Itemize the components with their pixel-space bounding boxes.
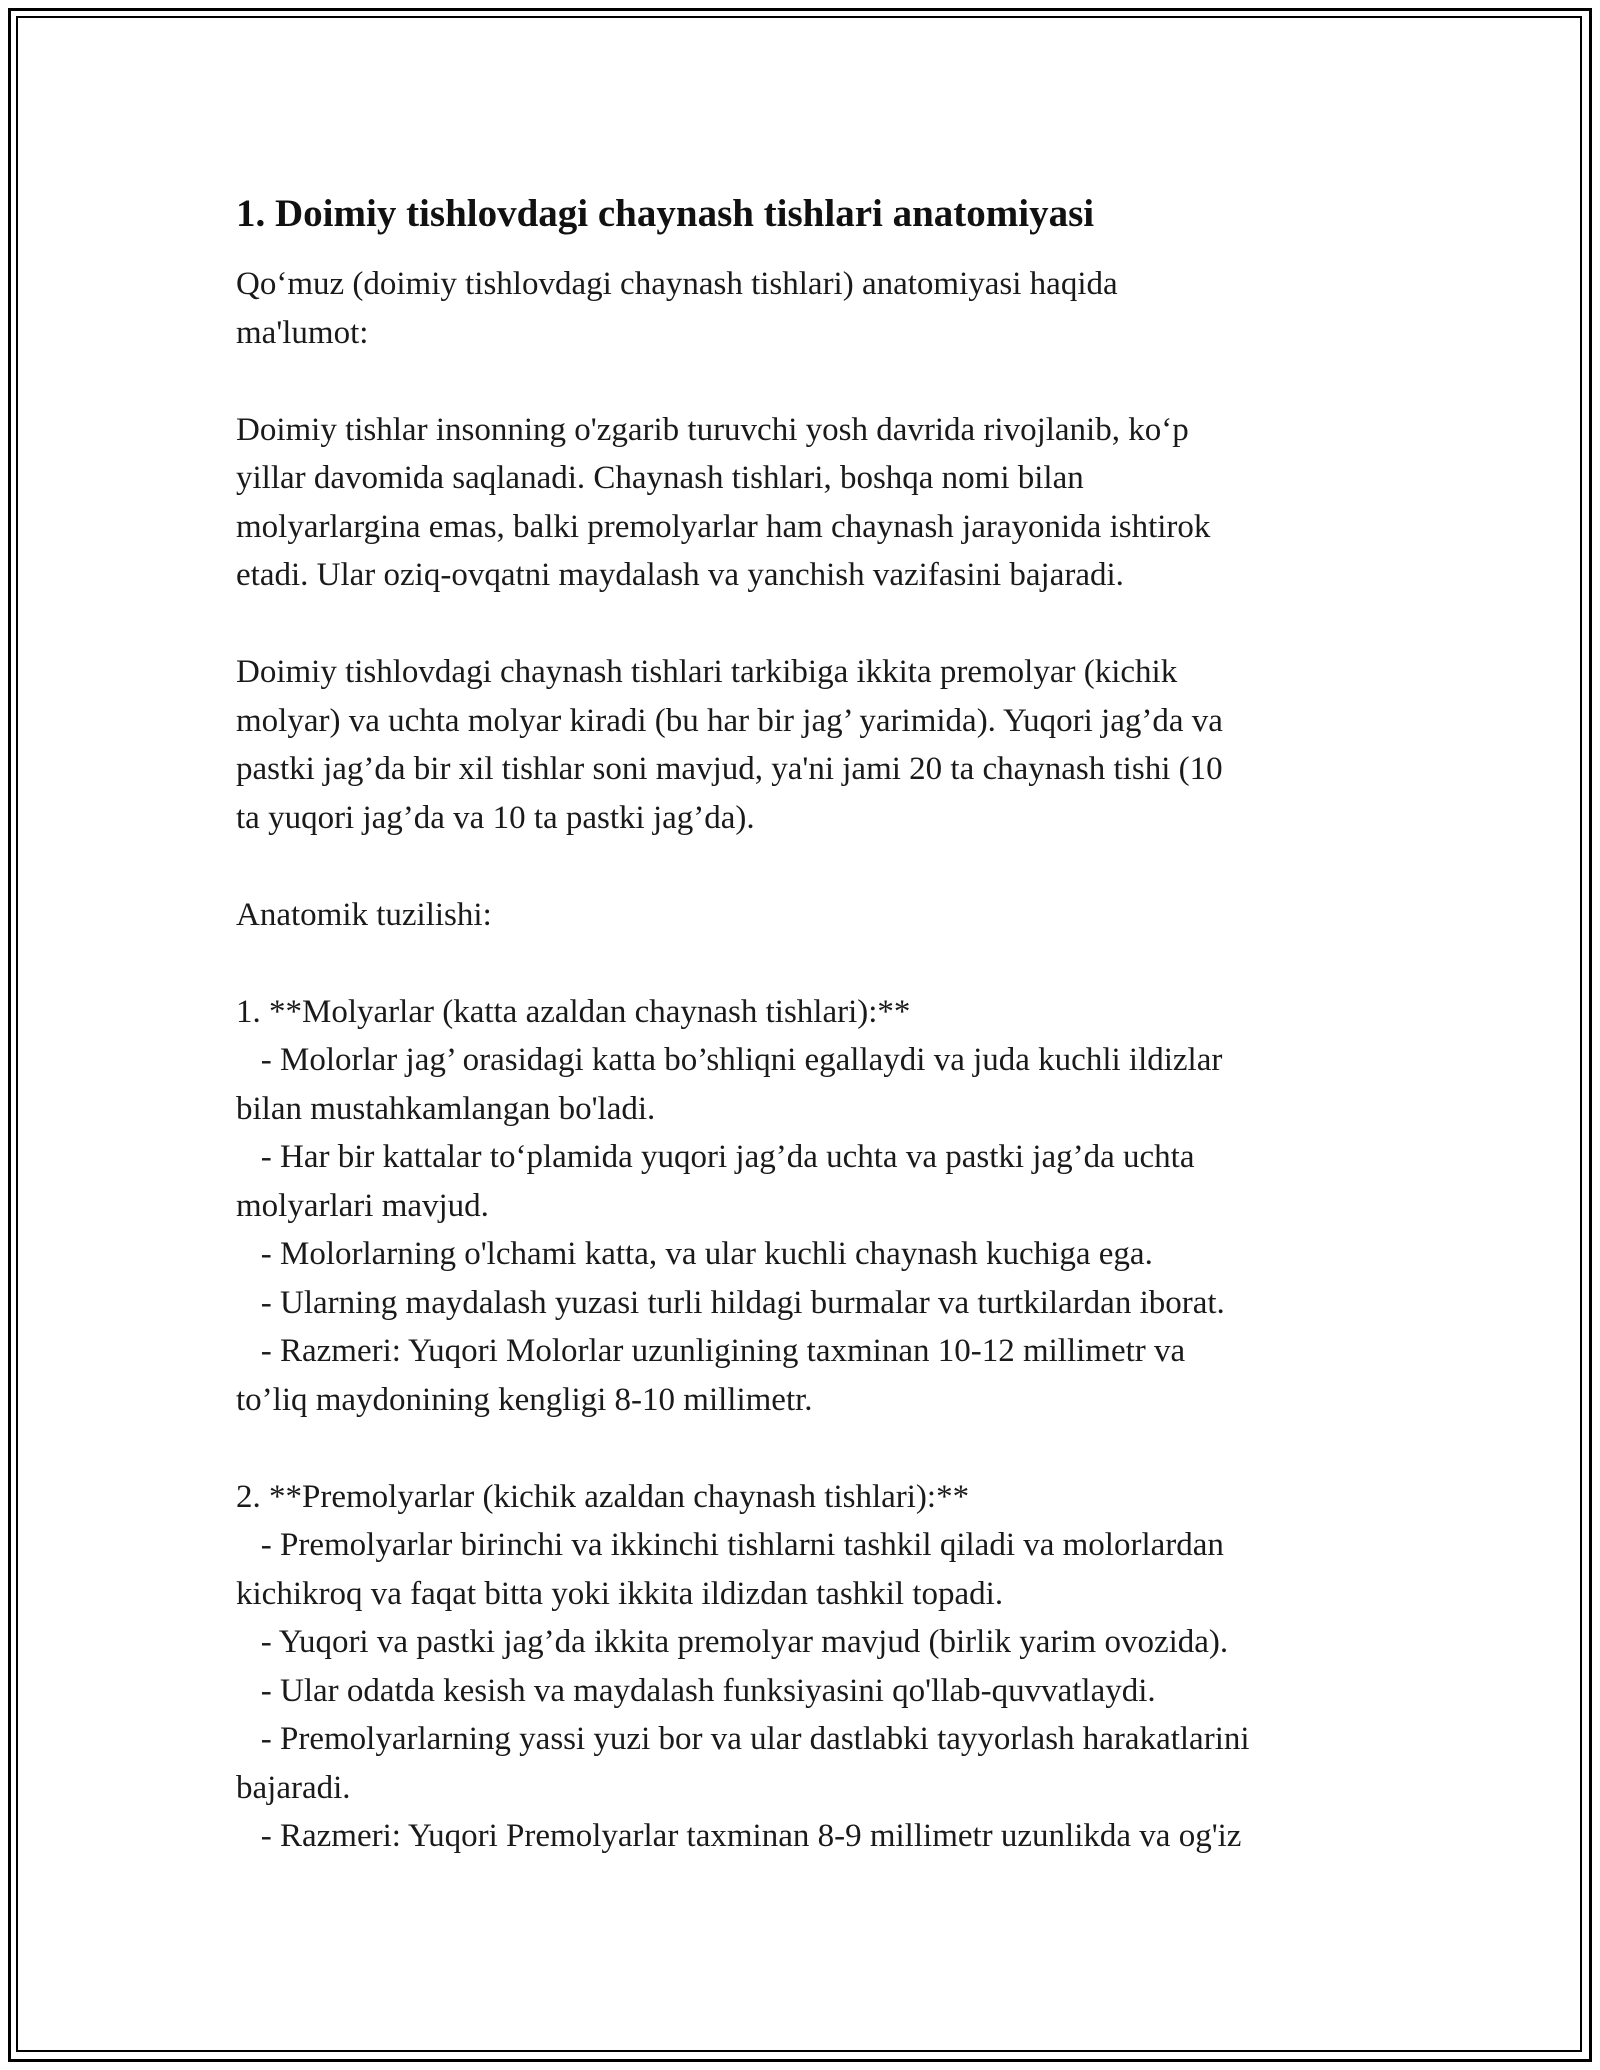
intro-paragraph: Qo‘muz (doimiy tishlovdagi chaynash tishlari) anatomiyasi haqida ma'lumot: (236, 266, 1118, 351)
list-item: - Molorlarning o'lchami katta, va ular kuchli chaynash kuchiga ega. (236, 1236, 1153, 1272)
anatomy-label: Anatomik tuzilishi: (236, 896, 492, 933)
list-item: - Molorlar jag’ orasidagi katta bo’shliqni egallaydi va juda kuchli ildizlar bilan mustahkamlangan bo'ladi. (236, 1042, 1223, 1127)
list-item: - Razmeri: Yuqori Molorlar uzunligining taxminan 10-12 millimetr va to’liq maydonining kengligi 8-10 millimetr. (236, 1333, 1186, 1418)
list-item: - Ularning maydalash yuzasi turli hildagi burmalar va turtkilardan iborat. (236, 1284, 1225, 1321)
paragraph-spacer (236, 842, 1376, 891)
list-item: - Premolyarlarning yassi yuzi bor va ular dastlabki tayyorlash harakatlarini bajaradi. (236, 1721, 1250, 1806)
section-heading-molars: 1. **Molyarlar (katta azaldan chaynash tishlari):** (236, 993, 911, 1030)
list-item: - Ular odatda kesish va maydalash funksiyasini qo'llab-quvvatlaydi. (236, 1672, 1156, 1709)
paragraph-spacer (236, 1424, 1376, 1473)
list-item: - Razmeri: Yuqori Premolyarlar taxminan 8-9 millimetr uzunlikda va og'iz (236, 1818, 1242, 1854)
paragraph-spacer (236, 939, 1376, 988)
paragraph-spacer (236, 600, 1376, 649)
document-title: 1. Doimiy tishlovdagi chaynash tishlari anatomiyasi (236, 192, 1095, 235)
paragraph-composition: Doimiy tishlovdagi chaynash tishlari tarkibiga ikkita premolyar (kichik molyar) va uchta molyar kiradi (bu har bir jag’ yarimida). Yuqori jag’da va pastki jag’da bir xil tishlar soni mavjud, ya'ni jami 20 ta chaynash tishi (10 ta yuqori jag’da va 10 ta pastki jag’da). (236, 654, 1223, 836)
paragraph-spacer (236, 357, 1376, 406)
list-item: - Premolyarlar birinchi va ikkinchi tishlarni tashkil qiladi va molorlardan kichikroq va faqat bitta yoki ikkita ildizdan tashkil topadi. (236, 1527, 1224, 1612)
section-premolars (236, 1473, 1376, 1861)
list-item: - Har bir kattalar to‘plamida yuqori jag’da uchta va pastki jag’da uchta molyarlari mavjud. (236, 1139, 1195, 1224)
section-molars (236, 988, 1376, 1425)
list-item: - Yuqori va pastki jag’da ikkita premolyar mavjud (birlik yarim ovozida). (236, 1624, 1229, 1660)
paragraph-permanent-teeth: Doimiy tishlar insonning o'zgarib turuvchi yosh davrida rivojlanib, ko‘p yillar davomida saqlanadi. Chaynash tishlari, boshqa nomi bilan molyarlargina emas, balki premolyarlar ham chaynash jarayonida ishtirok etadi. Ular oziq-ovqatni maydalash va yanchish vazifasini bajaradi. (236, 411, 1211, 593)
document-page (236, 186, 1376, 1861)
section-heading-premolars: 2. **Premolyarlar (kichik azaldan chaynash tishlari):** (236, 1478, 970, 1515)
